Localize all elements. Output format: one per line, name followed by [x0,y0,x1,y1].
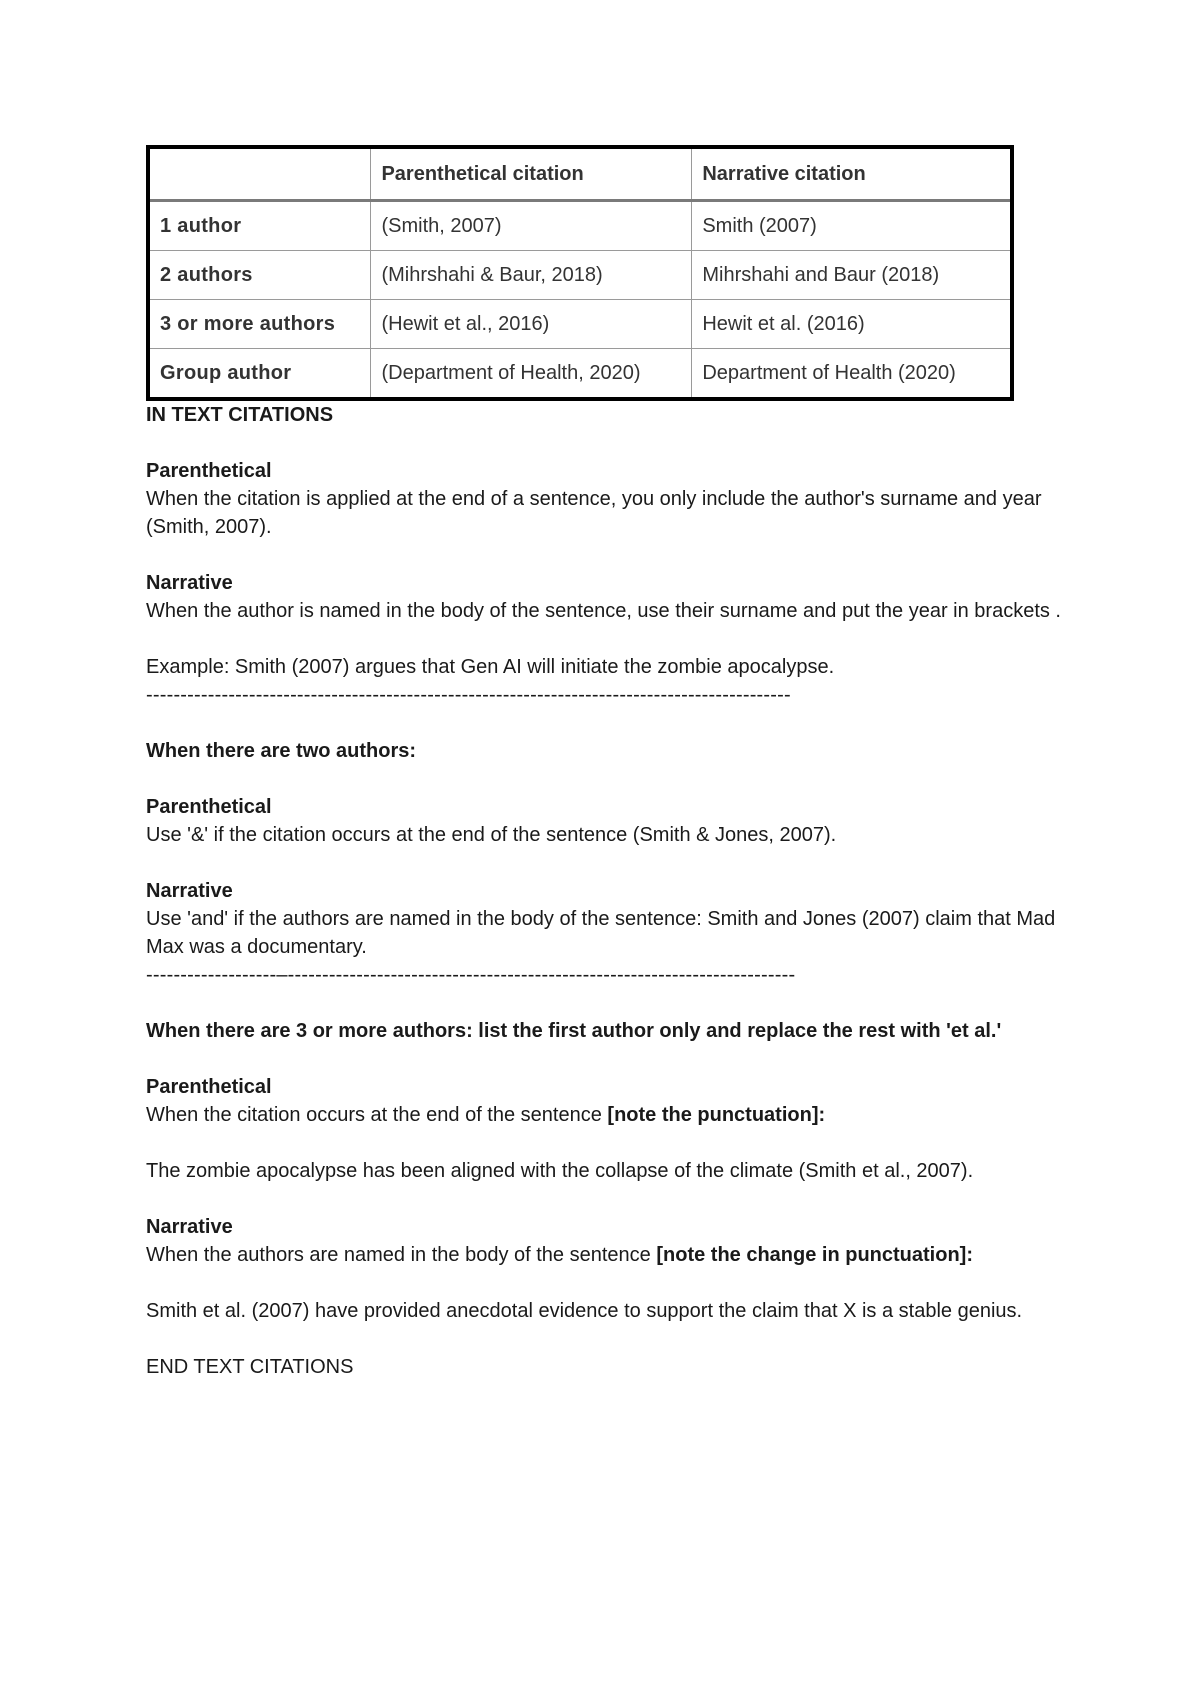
parenthetical-instruction: When the citation occurs at the end of the sentence [146,1104,602,1126]
two-authors-heading: When there are two authors: [146,740,417,762]
narrative-heading: Narrative [146,572,233,594]
table-cell-narrative: Mihrshahi and Baur (2018) [692,251,1012,300]
parenthetical-text: Use '&' if the citation occurs at the end of the sentence (Smith & Jones, 2007). [146,824,837,846]
parenthetical-heading: Parenthetical [146,1076,272,1098]
narrative-text: When the author is named in the body of the sentence, use their surname and put the year in brackets . [146,600,1061,622]
table-header-narrative: Narrative citation [692,147,1012,201]
citation-table [146,145,1014,401]
divider-line: -------------------–-------------------------------------------------------------------------- [146,964,796,986]
parenthetical-example: The zombie apocalypse has been aligned with the collapse of the climate (Smith et al., 2007). [146,1160,974,1182]
parenthetical-heading: Parenthetical [146,460,272,482]
punctuation-note: [note the change in punctuation]: [656,1244,973,1266]
section-title: IN TEXT CITATIONS [146,404,334,426]
parenthetical-heading: Parenthetical [146,796,272,818]
table-header-parenthetical: Parenthetical citation [371,147,692,201]
document-body [146,401,1066,1381]
table-row [148,251,1012,300]
table-cell-parenthetical: (Smith, 2007) [371,201,692,251]
table-row-label: Group author [148,349,371,400]
narrative-example: Smith et al. (2007) have provided anecdotal evidence to support the claim that X is a stable genius. [146,1300,1023,1322]
narrative-text: Use 'and' if the authors are named in the body of the sentence: Smith and Jones (2007) claim that Mad Max was a documentary. [146,908,1056,958]
table-cell-parenthetical: (Hewit et al., 2016) [371,300,692,349]
table-row [148,300,1012,349]
narrative-heading: Narrative [146,1216,233,1238]
example-text: Example: Smith (2007) argues that Gen AI will initiate the zombie apocalypse. [146,656,835,678]
parenthetical-text [146,1101,1066,1129]
table-row [148,349,1012,400]
end-marker: END TEXT CITATIONS [146,1356,354,1378]
narrative-text [146,1241,1066,1269]
table-header-row [148,147,1012,201]
divider-line: ---------------------------------------------------------------------------------------------- [146,684,791,706]
three-authors-heading: When there are 3 or more authors: list the first author only and replace the rest with 'et al.' [146,1020,1002,1042]
table-row-label: 2 authors [148,251,371,300]
table-cell-narrative: Hewit et al. (2016) [692,300,1012,349]
parenthetical-text: When the citation is applied at the end of a sentence, you only include the author's surname and year (Smith, 2007). [146,488,1042,538]
document-page [146,145,1066,1381]
punctuation-note: [note the punctuation]: [607,1104,826,1126]
table-cell-narrative: Department of Health (2020) [692,349,1012,400]
table-header-empty [148,147,371,201]
table-cell-parenthetical: (Department of Health, 2020) [371,349,692,400]
table-row-label: 3 or more authors [148,300,371,349]
narrative-instruction: When the authors are named in the body of the sentence [146,1244,651,1266]
table-cell-parenthetical: (Mihrshahi & Baur, 2018) [371,251,692,300]
table-row [148,201,1012,251]
table-cell-narrative: Smith (2007) [692,201,1012,251]
narrative-heading: Narrative [146,880,233,902]
table-row-label: 1 author [148,201,371,251]
